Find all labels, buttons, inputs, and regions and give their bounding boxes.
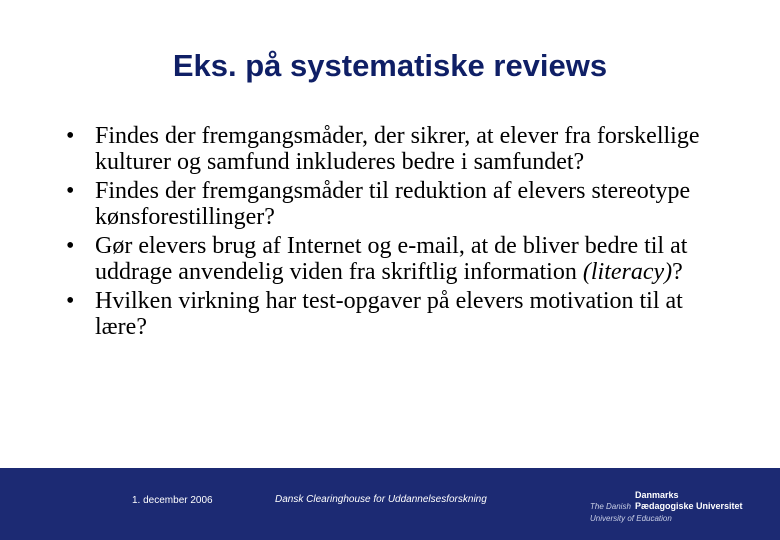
footer-organization: Dansk Clearinghouse for Uddannelsesforskning	[275, 494, 487, 505]
bullet-emphasis: (literacy)	[582, 259, 673, 285]
logo-line-2: Pædagogiske Universitet	[635, 501, 743, 511]
bullet-marker: •	[66, 178, 75, 204]
bullet-item-4	[62, 288, 702, 340]
bullet-marker: •	[66, 233, 75, 259]
bullet-text: Findes der fremgangsmåder til reduktion af elevers stereotype kønsforestillinger?	[95, 178, 691, 230]
bullet-item-3	[62, 233, 702, 285]
footer-bar	[0, 468, 780, 540]
logo-line-1: Danmarks	[635, 490, 679, 500]
bullet-marker: •	[66, 123, 75, 149]
logo-line-2-prefix: The Danish	[590, 502, 631, 511]
bullet-text-end: ?	[672, 259, 683, 285]
bullet-text: Gør elevers brug af Internet og e-mail, at de bliver bedre til at uddrage anvendelig viden fra skriftlig information	[95, 233, 688, 285]
slide-title: Eks. på systematiske reviews	[172, 48, 608, 83]
bullet-item-2	[62, 178, 702, 230]
bullet-item-1	[62, 123, 702, 175]
bullet-list	[62, 123, 702, 343]
logo-line-3: University of Education	[590, 514, 672, 523]
footer-date: 1. december 2006	[132, 495, 213, 506]
bullet-marker: •	[66, 288, 75, 314]
university-logo	[590, 490, 760, 530]
bullet-text: Findes der fremgangsmåder, der sikrer, at elever fra forskellige kulturer og samfund inkluderes bedre i samfundet?	[95, 123, 700, 175]
bullet-text: Hvilken virkning har test-opgaver på elevers motivation til at lære?	[95, 288, 683, 340]
